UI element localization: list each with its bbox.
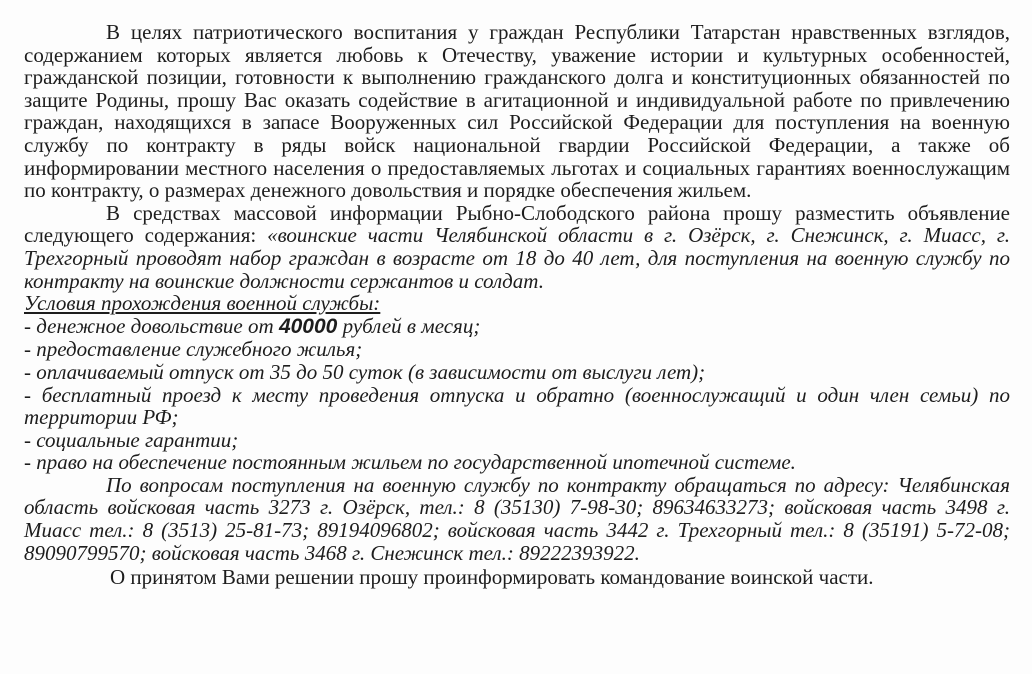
condition-leave: - оплачиваемый отпуск от 35 до 50 суток (в зависимости от выслуги лет); (24, 359, 706, 384)
condition-salary-suffix: рублей в месяц; (337, 313, 481, 338)
condition-salary-prefix: - денежное довольствие от (24, 313, 279, 338)
condition-housing: - предоставление служебного жилья; (24, 337, 363, 362)
paragraph-closing: О принятом Вами решении прошу проинформировать командование воинской части. (110, 565, 874, 590)
paragraph-contacts: По вопросам поступления на военную службу по контракту обращаться по адресу: Челябинская область войсковая часть 3273 г. Озёрск, тел.: 8 (35130) 7-98-30; 89634633273; войсковая часть 3498 г. Миасс тел.: 8 (3513) 25-81-73; 89194096802; войсковая часть 3442 г. Трехгорный тел.: 8 (35191) 5-72-08; 89090799570; войсковая часть 3468 г. Снежинск тел.: 89222393922. (24, 472, 1010, 565)
condition-mortgage: - право на обеспечение постоянным жильем по государственной ипотечной системе. (24, 450, 796, 475)
condition-salary-amount: 40000 (278, 314, 338, 338)
condition-travel: - бесплатный проезд к месту проведения отпуска и обратно (военнослужащий и один член семьи) по территории РФ; (24, 382, 1010, 430)
paragraph-media-announcement (24, 202, 1010, 292)
condition-social-guarantees: - социальные гарантии; (24, 427, 239, 452)
condition-salary (24, 315, 1010, 339)
conditions-heading: Условия прохождения военной службы: (24, 291, 381, 316)
announcement-lead: В средствах массовой информации Рыбно-Слободского района прошу разместить объявление следующего содержания: (24, 200, 1010, 248)
conditions-heading-line (24, 292, 1010, 315)
paragraph-patriotic-education: В целях патриотического воспитания у граждан Республики Татарстан нравственных взглядов, содержанием которых является любовь к Отечеству, уважение истории и культурных особенностей, гражданской позиции, готовности к выполнению гражданского долга и конституционных обязанностей по защите Родины, прошу Вас оказать содействие в агитационной и индивидуальной работе по привлечению граждан, находящихся в запасе Вооруженных сил Российской Федерации для поступления на военную службу по контракту в ряды войск национальной гвардии Российской Федерации, а также об информировании местного населения о предоставляемых льготах и социальных гарантиях военнослужащим по контракту, о размерах денежного довольствия и порядке обеспечения жильем. (24, 20, 1010, 203)
announcement-quote: «воинские части Челябинской области в г. Озёрск, г. Снежинск, г. Миасс, г. Трехгорный проводят набор граждан в возрасте от 18 до 40 лет, для поступления на военную службу по контракту на воинские должности сержантов и солдат. (24, 223, 1010, 293)
